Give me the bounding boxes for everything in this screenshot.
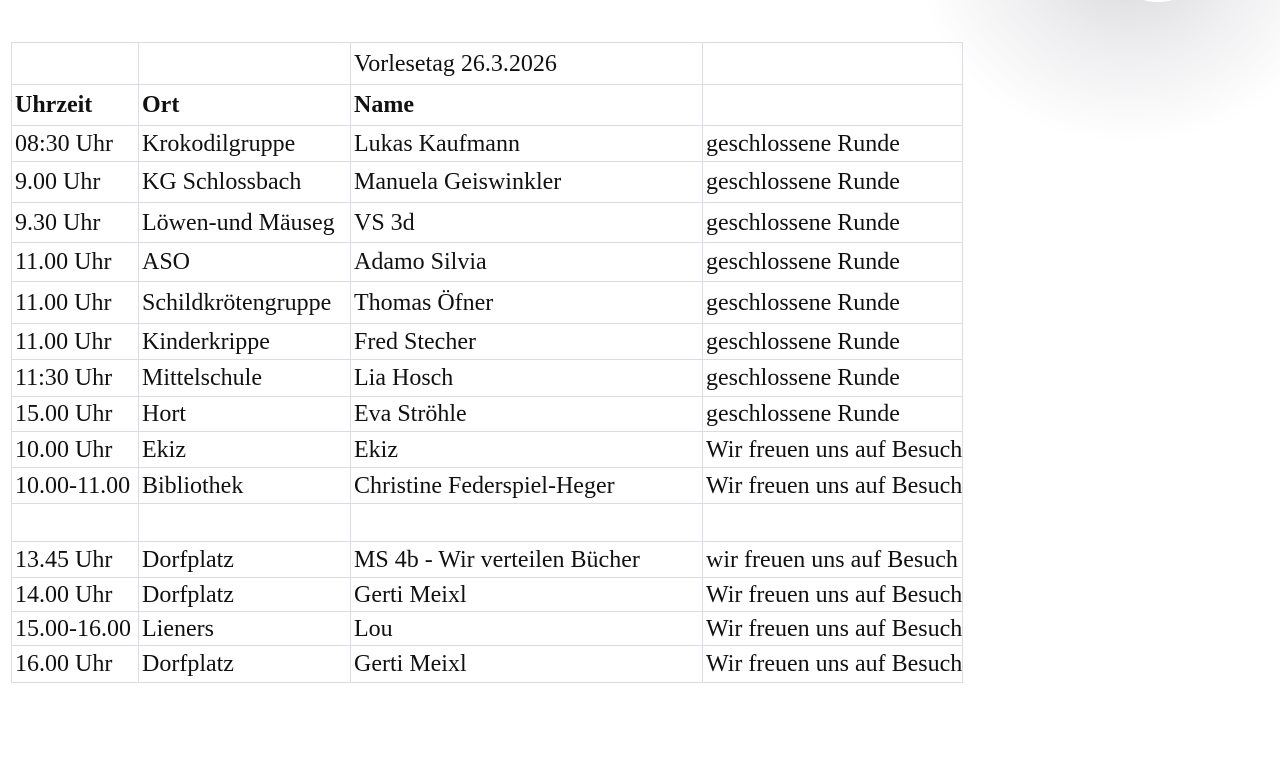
time-text: 10.00-11.00 — [15, 472, 131, 499]
time-text: 15.00-16.00 — [15, 615, 131, 642]
note-text: geschlossene Runde — [706, 328, 900, 355]
cell-time[interactable] — [12, 243, 139, 282]
name-text: MS 4b - Wir verteilen Bücher — [354, 546, 640, 573]
table-row — [12, 397, 963, 432]
name-text: Manuela Geiswinkler — [354, 169, 562, 195]
cell-note[interactable] — [703, 612, 963, 646]
photo-shadow — [920, 0, 1280, 140]
name-text: Gerti Meixl — [354, 651, 467, 677]
note-text: Wir freuen uns auf Besuch — [706, 472, 963, 499]
place-text: Krokodilgruppe — [142, 130, 296, 157]
cell-note[interactable] — [703, 578, 963, 612]
header-note[interactable] — [703, 85, 963, 126]
place-text: Dorfplatz — [142, 651, 234, 677]
header-name[interactable] — [351, 85, 703, 126]
spreadsheet — [11, 42, 963, 683]
name-text: Lou — [354, 615, 393, 642]
table-row — [12, 468, 963, 504]
time-text: 9.00 Uhr — [15, 169, 101, 195]
cell-name[interactable] — [351, 432, 703, 468]
table-row — [12, 324, 963, 360]
name-text: Fred Stecher — [354, 328, 476, 355]
time-text: 11:30 Uhr — [15, 365, 113, 391]
header-name-label: Name — [354, 92, 414, 118]
time-text: 08:30 Uhr — [15, 130, 113, 157]
cell-note[interactable] — [703, 203, 963, 243]
cell-time[interactable] — [12, 612, 139, 646]
cell-time[interactable] — [12, 578, 139, 612]
cell-name[interactable] — [351, 203, 703, 243]
note-text: geschlossene Runde — [706, 169, 900, 195]
note-text: Wir freuen uns auf Besuch — [706, 581, 963, 608]
time-text: 11.00 Uhr — [15, 289, 112, 316]
note-text: Wir freuen uns auf Besuch — [706, 651, 963, 677]
cell-time[interactable] — [12, 126, 139, 162]
cell-time[interactable] — [12, 504, 139, 542]
cell-place[interactable] — [139, 162, 351, 203]
time-text: 15.00 Uhr — [15, 401, 113, 427]
header-row — [12, 85, 963, 126]
time-text: 9.30 Uhr — [15, 209, 101, 236]
cell-place[interactable] — [139, 432, 351, 468]
place-text: KG Schlossbach — [142, 169, 302, 195]
time-text: 14.00 Uhr — [15, 581, 113, 608]
header-time[interactable] — [12, 85, 139, 126]
cell-time[interactable] — [12, 646, 139, 683]
cell-name[interactable] — [351, 282, 703, 324]
note-text: Wir freuen uns auf Besuch — [706, 436, 963, 463]
cell-name[interactable] — [351, 578, 703, 612]
table-row-empty — [12, 504, 963, 542]
cell-place[interactable] — [139, 397, 351, 432]
cell-note[interactable] — [703, 243, 963, 282]
cell-name[interactable] — [351, 126, 703, 162]
header-place[interactable] — [139, 85, 351, 126]
cell-name[interactable] — [351, 504, 703, 542]
cell-name[interactable] — [351, 397, 703, 432]
cell-place[interactable] — [139, 646, 351, 683]
note-text: geschlossene Runde — [706, 209, 900, 236]
cell-note[interactable] — [703, 397, 963, 432]
header-place-label: Ort — [142, 92, 180, 118]
table-row — [12, 578, 963, 612]
place-text: Ekiz — [142, 436, 186, 463]
table-row — [12, 203, 963, 243]
cell-time[interactable] — [12, 162, 139, 203]
name-text: Ekiz — [354, 436, 398, 463]
photo-glare — [1140, 0, 1176, 2]
cell-note[interactable] — [703, 504, 963, 542]
note-text: wir freuen uns auf Besuch — [706, 546, 958, 573]
table-row — [12, 360, 963, 397]
cell-place[interactable] — [139, 542, 351, 578]
time-text: 13.45 Uhr — [15, 546, 113, 573]
cell-place[interactable] — [139, 612, 351, 646]
place-text: Lieners — [142, 615, 214, 642]
table-row — [12, 542, 963, 578]
cell-empty[interactable] — [12, 43, 139, 85]
cell-note[interactable] — [703, 324, 963, 360]
table-row — [12, 282, 963, 324]
cell-time[interactable] — [12, 542, 139, 578]
cell-name[interactable] — [351, 324, 703, 360]
table-row — [12, 432, 963, 468]
cell-note[interactable] — [703, 646, 963, 683]
note-text: geschlossene Runde — [706, 249, 900, 275]
cell-note[interactable] — [703, 360, 963, 397]
cell-name[interactable] — [351, 612, 703, 646]
cell-note[interactable] — [703, 282, 963, 324]
cell-place[interactable] — [139, 504, 351, 542]
name-text: Lia Hosch — [354, 365, 454, 391]
place-text: Schildkrötengruppe — [142, 289, 332, 316]
place-text: ASO — [142, 249, 191, 275]
cell-place[interactable] — [139, 578, 351, 612]
cell-note[interactable] — [703, 162, 963, 203]
cell-place[interactable] — [139, 243, 351, 282]
note-text: Wir freuen uns auf Besuch — [706, 615, 963, 642]
cell-place[interactable] — [139, 282, 351, 324]
cell-place[interactable] — [139, 468, 351, 504]
cell-name[interactable] — [351, 646, 703, 683]
cell-note[interactable] — [703, 468, 963, 504]
document-title-cell[interactable] — [351, 43, 703, 85]
cell-name[interactable] — [351, 468, 703, 504]
time-text: 16.00 Uhr — [15, 651, 113, 677]
document-title: Vorlesetag 26.3.2026 — [354, 50, 557, 77]
cell-time[interactable] — [12, 203, 139, 243]
place-text: Löwen-und Mäuseg — [142, 209, 335, 236]
cell-name[interactable] — [351, 162, 703, 203]
time-text: 10.00 Uhr — [15, 436, 113, 463]
cell-name[interactable] — [351, 542, 703, 578]
cell-note[interactable] — [703, 542, 963, 578]
cell-note[interactable] — [703, 126, 963, 162]
cell-time[interactable] — [12, 397, 139, 432]
table-row — [12, 126, 963, 162]
cell-time[interactable] — [12, 360, 139, 397]
note-text: geschlossene Runde — [706, 130, 900, 157]
header-time-label: Uhrzeit — [15, 92, 93, 118]
place-text: Kinderkrippe — [142, 328, 270, 355]
cell-time[interactable] — [12, 282, 139, 324]
name-text: Thomas Öfner — [354, 289, 494, 316]
cell-note[interactable] — [703, 432, 963, 468]
cell-place[interactable] — [139, 203, 351, 243]
name-text: Lukas Kaufmann — [354, 130, 520, 157]
note-text: geschlossene Runde — [706, 401, 900, 427]
name-text: Gerti Meixl — [354, 581, 467, 608]
place-text: Mittelschule — [142, 365, 262, 391]
name-text: VS 3d — [354, 209, 415, 236]
schedule-table — [11, 42, 963, 683]
name-text: Eva Ströhle — [354, 401, 467, 427]
table-row — [12, 162, 963, 203]
table-row — [12, 646, 963, 683]
place-text: Dorfplatz — [142, 581, 234, 608]
cell-name[interactable] — [351, 243, 703, 282]
cell-place[interactable] — [139, 324, 351, 360]
cell-time[interactable] — [12, 324, 139, 360]
title-row — [12, 43, 963, 85]
place-text: Dorfplatz — [142, 546, 234, 573]
name-text: Christine Federspiel-Heger — [354, 472, 615, 499]
cell-place[interactable] — [139, 360, 351, 397]
place-text: Hort — [142, 401, 186, 427]
cell-time[interactable] — [12, 468, 139, 504]
cell-time[interactable] — [12, 432, 139, 468]
name-text: Adamo Silvia — [354, 249, 487, 275]
note-text: geschlossene Runde — [706, 289, 900, 316]
place-text: Bibliothek — [142, 472, 244, 499]
cell-name[interactable] — [351, 360, 703, 397]
time-text: 11.00 Uhr — [15, 249, 112, 275]
note-text: geschlossene Runde — [706, 365, 900, 391]
cell-empty[interactable] — [139, 43, 351, 85]
table-row — [12, 243, 963, 282]
cell-empty[interactable] — [703, 43, 963, 85]
time-text: 11.00 Uhr — [15, 328, 112, 355]
cell-place[interactable] — [139, 126, 351, 162]
table-row — [12, 612, 963, 646]
